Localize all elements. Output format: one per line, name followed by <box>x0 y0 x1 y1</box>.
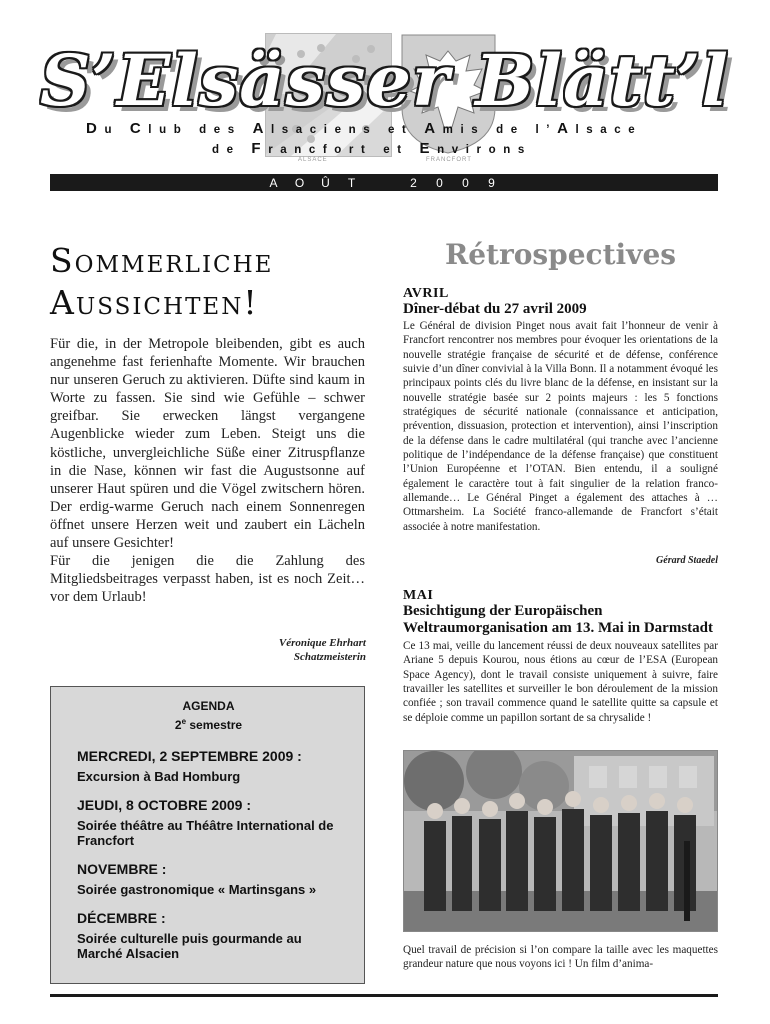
bottom-divider <box>50 994 718 997</box>
agenda-box <box>50 686 365 984</box>
may-event-body: Ce 13 mai, veille du lancement réussi de deux nouveaux satellites par Ariane 5 depuis Kourou, nous étions au cœur de l’ESA (European Space Agency), dont le travail consiste uniquement à suivre, faire travailler les satellites et surveiller le bon déroulement de la mission confiée ; son travail commence quand le satellite quitte sa capsule et se déploie comme un papillon sortant de sa chrysalide ! <box>403 640 718 724</box>
editorial-heading: Sommerliche Aussichten! <box>50 241 274 322</box>
agenda-item-desc: Excursion à Bad Homburg <box>77 769 241 784</box>
may-event-title: Besichtigung der Europäischen Weltraumorganisation am 13. Mai in Darmstadt <box>403 603 713 636</box>
agenda-item-date: MERCREDI, 2 SEPTEMBRE 2009 : <box>77 748 302 764</box>
signature-name: Véronique Ehrhart <box>278 637 366 649</box>
agenda-item-date: NOVEMBRE : <box>77 861 167 877</box>
editorial-body <box>50 335 365 606</box>
photo-caption: Quel travail de précision si l’on compare la taille avec les maquettes grandeur nature que nous voyons ici ! Un film d’anima- <box>403 944 718 971</box>
editorial-paragraph-membership: Für die jenigen die die Zahlung des Mitgliedsbeitrages verpasst haben, ist es noch Zeit…vor dem Urlaub! <box>50 553 365 606</box>
agenda-item <box>77 796 364 848</box>
may-month-label: MAI <box>403 588 434 603</box>
newsletter-title: S’Elsässer Blätt’l <box>40 39 729 122</box>
crest-caption-alsace: ALSACE <box>298 157 328 163</box>
retrospectives-heading: Rétrospectives <box>444 238 677 271</box>
club-subtitle-line1: Du Club des Alsaciens et Amis de l’Alsace <box>86 120 643 137</box>
agenda-item-desc: Soirée gastronomique « Martinsgans » <box>77 882 317 897</box>
agenda-item-desc: Soirée culturelle puis gourmande au Marché Alsacien <box>77 931 302 961</box>
agenda-item-desc: Soirée théâtre au Théâtre International de Francfort <box>77 818 334 848</box>
agenda-item <box>77 747 364 784</box>
april-event-author: Gérard Staedel <box>656 555 718 566</box>
agenda-item-date: DÉCEMBRE : <box>77 910 166 926</box>
agenda-semester: 2e semestre <box>174 717 243 732</box>
group-photo <box>403 750 718 932</box>
april-event-title: Dîner-débat du 27 avril 2009 <box>403 301 587 317</box>
agenda-item <box>77 909 364 961</box>
agenda-item <box>77 860 364 897</box>
issue-date-bar: A O Û T 2 0 0 9 <box>50 174 718 191</box>
signature-role: Schatzmeisterin <box>293 651 366 663</box>
agenda-item-date: JEUDI, 8 OCTOBRE 2009 : <box>77 797 252 813</box>
club-subtitle-line2: de Francfort et Environs <box>212 140 532 157</box>
crest-caption-francfort: FRANCFORT <box>426 157 472 163</box>
editorial-paragraph: Für die, in der Metropole bleibenden, gibt es auch angenehme fast ferienhafte Momente. Wir brauchen nur unseren Geruch zu aktivieren. Düfte sind kaum in Worte zu fassen. Sie sind wie Gefühle – schwer greifbar. Sie erwecken längst vergangene Augenblicke wieder zum Leben. Steigt uns die köstliche, unvergleichliche Süße einer Zitruspflanze in die Nase, können wir fast die Augustsonne auf unserer Haut spüren und die Vögel zwitschern hören. Der erdig-warme Geruch nach einem Sonnenregen öffnet unsere Herzen weit und zaubert ein Lächeln auf unsere Gesichter! <box>50 336 365 552</box>
april-event-body: Le Général de division Pinget nous avait fait l’honneur de venir à Francfort rencontrer nos membres pour évoquer les orientations de la nouvelle stratégie française de sécurité et de défense, conférence suivie d’un dîner convivial à la Villa Bonn. Il a notamment évoqué les principaux points clés du livre blanc de la défense, en insistant sur la nouvelle stratégie basée sur 2 points majeurs : les 5 fonctions stratégiques de sécurité nationale (connaissance et anticipation, prévention, dissuasion, protection et intervention), ainsi l’inscription de la défense dans le cadre multilatéral (qui tranche avec l’ancienne politique de l’indépendance de la défense française) que constituent l’Union Européenne et l’OTAN. Bien entendu, il a souligné également le caractère tout à fait singulier de la relation franco-allemande… Le Général Pinget a également des attaches à …Ottmarsheim. La Société franco-allemande de Francfort s’était associée à notre manifestation. <box>403 320 718 533</box>
editorial-signature <box>200 636 366 664</box>
agenda-title: AGENDA <box>182 699 235 713</box>
april-month-label: AVRIL <box>403 286 449 301</box>
